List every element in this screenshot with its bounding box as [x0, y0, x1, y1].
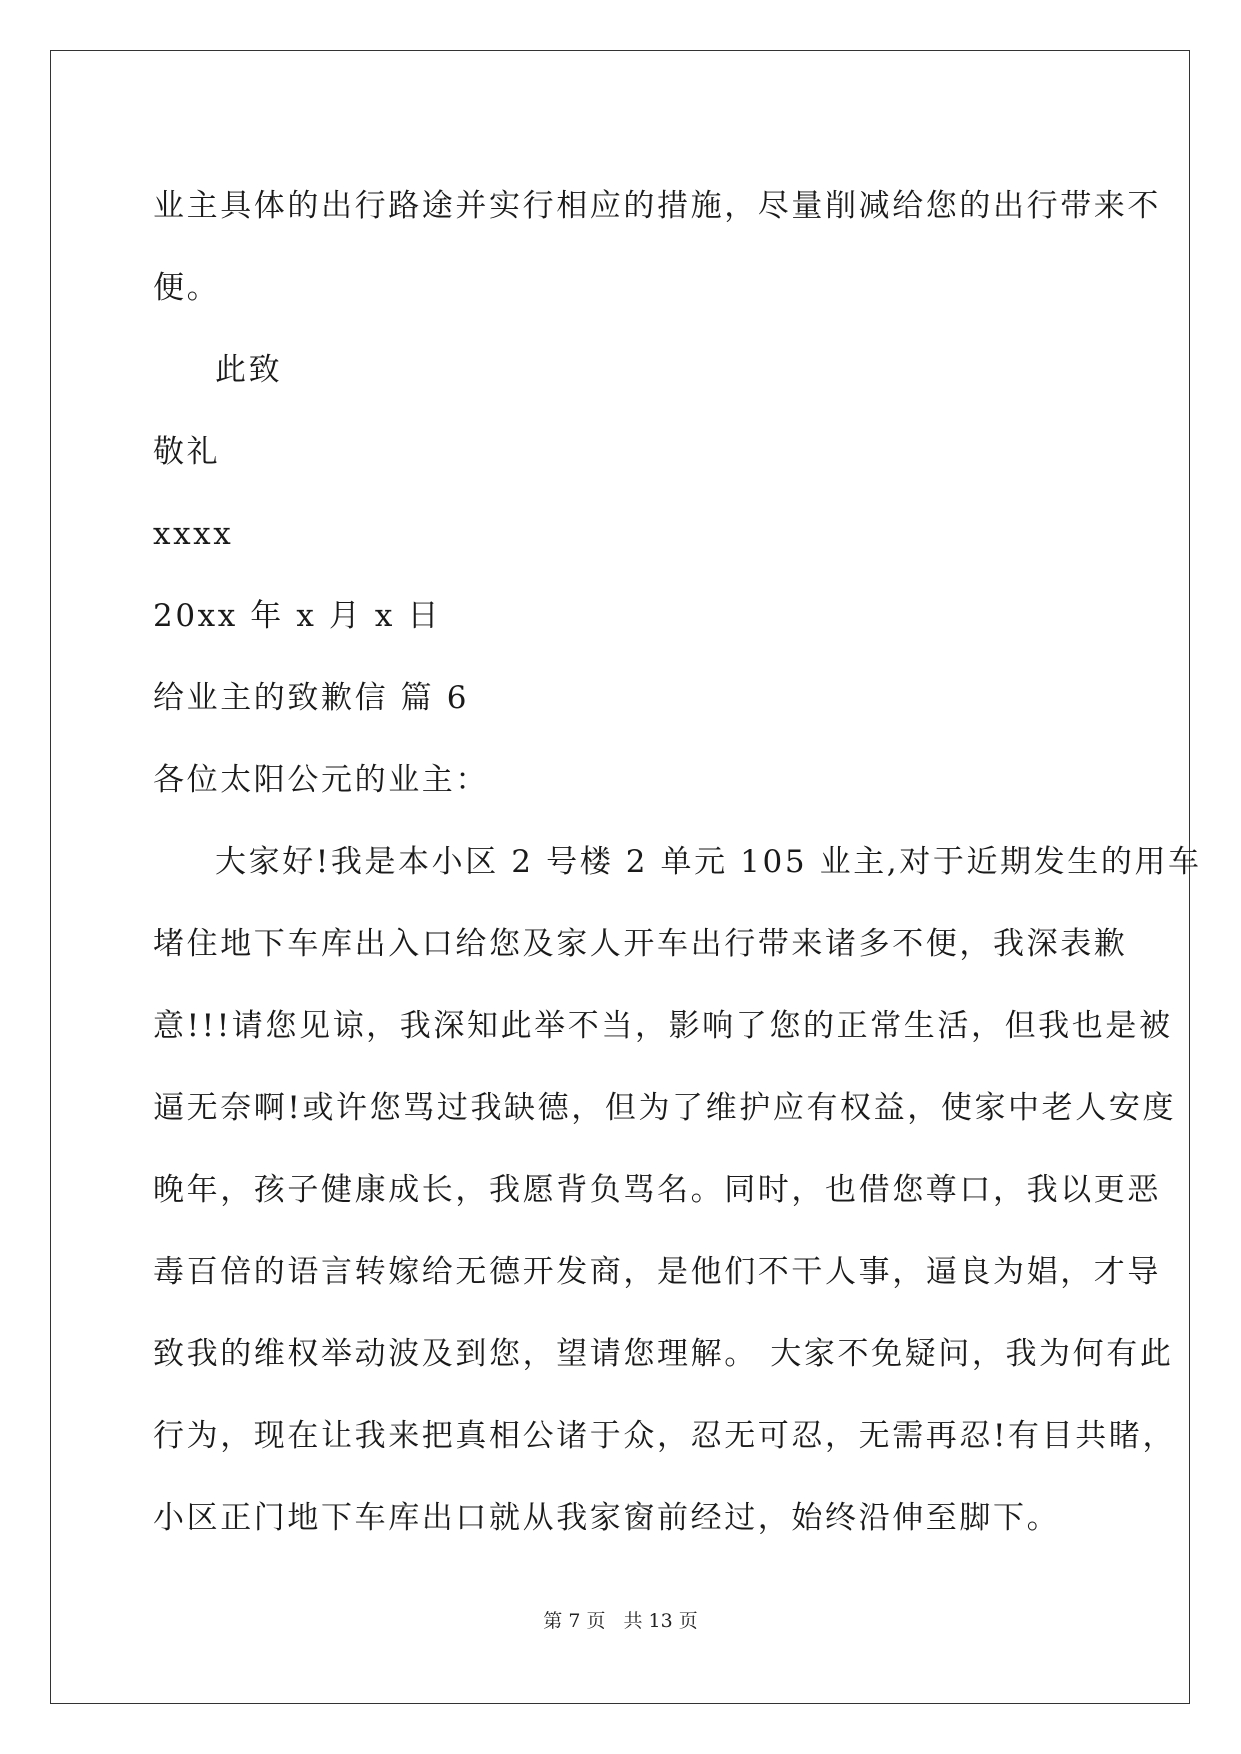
closing-regards: 敬礼 — [153, 434, 221, 470]
date-line: 20xx 年 x 月 x 日 — [153, 598, 442, 634]
text-line-1: 业主具体的出行路途并实行相应的措施，尽量削减给您的出行带来不 — [153, 188, 1161, 224]
section-title: 给业主的致歉信 篇 6 — [153, 680, 470, 716]
page-footer — [0, 1606, 1241, 1633]
page-number: 第 7 页 — [543, 1610, 606, 1632]
signature: xxxx — [153, 516, 234, 552]
text-line-12: 逼无奈啊!或许您骂过我缺德，但为了维护应有权益，使家中老人安度 — [153, 1090, 1177, 1126]
closing-salutation: 此致 — [215, 352, 283, 388]
text-line-15: 致我的维权举动波及到您，望请您理解。 大家不免疑问，我为何有此 — [153, 1336, 1174, 1372]
text-line-14: 毒百倍的语言转嫁给无德开发商，是他们不干人事，逼良为娼，才导 — [153, 1254, 1161, 1290]
text-line-2: 便。 — [153, 270, 221, 306]
document-body — [153, 165, 1202, 1559]
text-line-9: 大家好!我是本小区 2 号楼 2 单元 105 业主,对于近期发生的用车 — [215, 844, 1202, 880]
text-line-10: 堵住地下车库出入口给您及家人开车出行带来诸多不便，我深表歉 — [153, 926, 1128, 962]
text-line-16: 行为，现在让我来把真相公诸于众，忍无可忍，无需再忍!有目共睹， — [153, 1418, 1177, 1454]
greeting: 各位太阳公元的业主： — [153, 762, 489, 798]
page-total: 共 13 页 — [623, 1610, 698, 1632]
text-line-17: 小区正门地下车库出口就从我家窗前经过，始终沿伸至脚下。 — [153, 1500, 1061, 1536]
text-line-13: 晚年，孩子健康成长，我愿背负骂名。同时，也借您尊口，我以更恶 — [153, 1172, 1161, 1208]
text-line-11: 意!!!请您见谅，我深知此举不当，影响了您的正常生活，但我也是被 — [153, 1008, 1173, 1044]
